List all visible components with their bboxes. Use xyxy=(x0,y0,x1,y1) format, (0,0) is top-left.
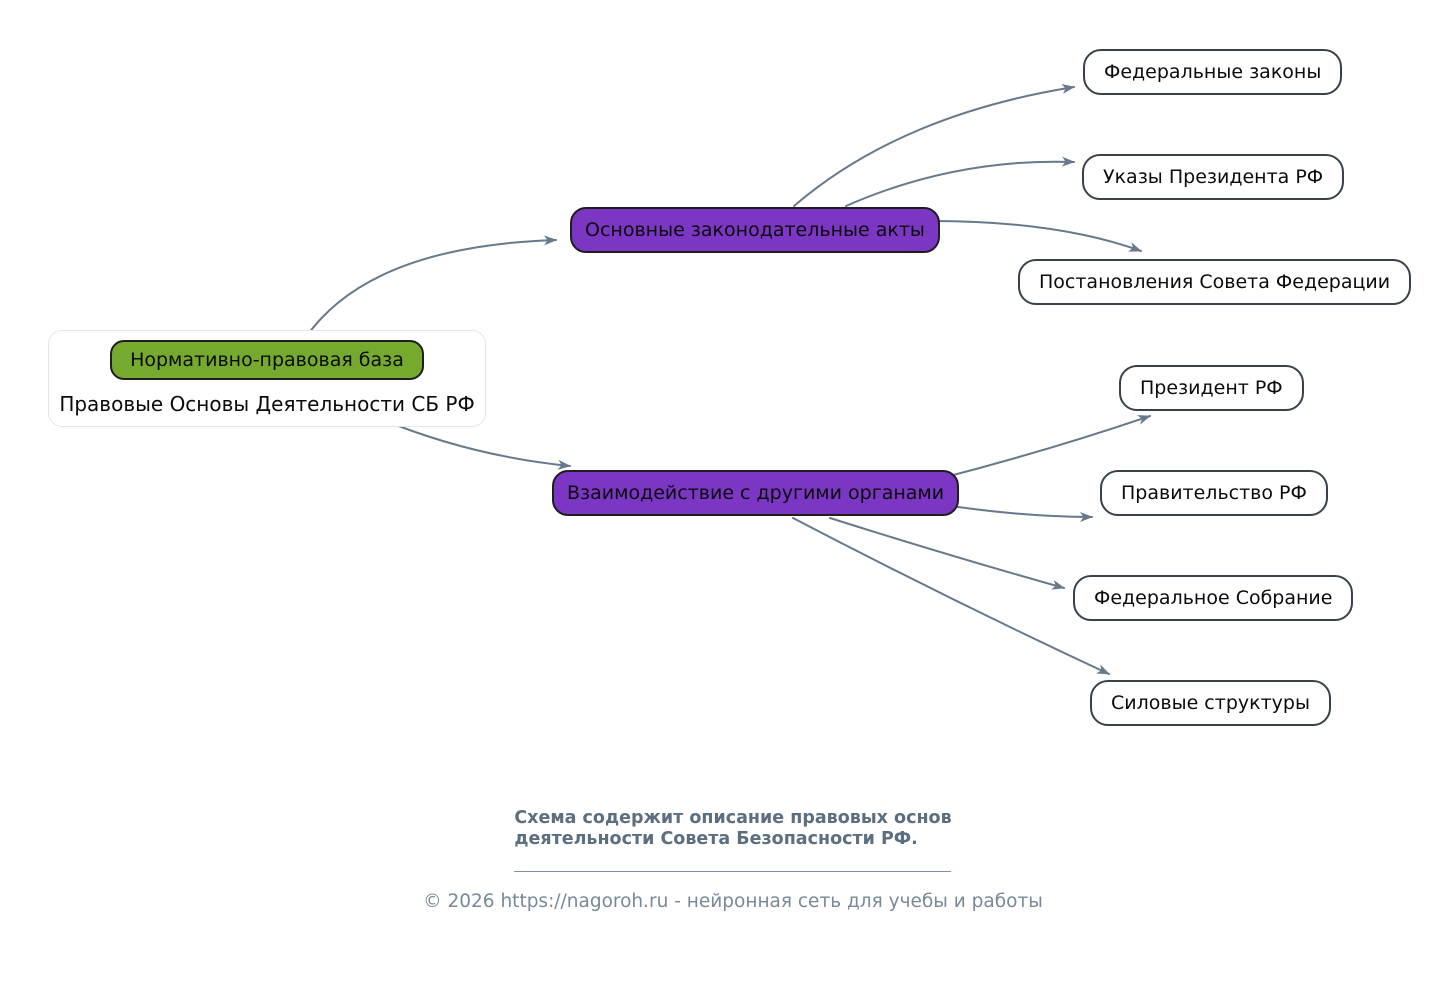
edge-branch2-to-leaf6 xyxy=(830,518,1064,588)
leaf-node-federal-laws[interactable]: Федеральные законы xyxy=(1083,49,1342,95)
branch-node-legislative-acts[interactable]: Основные законодательные акты xyxy=(570,207,940,253)
edge-branch2-to-leaf7 xyxy=(793,518,1109,674)
edge-branch1-to-leaf3 xyxy=(924,221,1141,251)
footer xyxy=(423,808,1043,912)
edge-branch2-to-leaf5 xyxy=(944,505,1092,517)
edge-branch1-to-leaf2 xyxy=(846,162,1074,206)
footer-note xyxy=(514,808,951,849)
leaf-node-federation-council-resolutions[interactable]: Постановления Совета Федерации xyxy=(1018,259,1411,305)
leaf-node-president-decrees[interactable]: Указы Президента РФ xyxy=(1082,154,1344,200)
edge-branch1-to-leaf1 xyxy=(794,87,1074,206)
root-subtitle: Правовые Основы Деятельности СБ РФ xyxy=(59,392,475,416)
edge-root-to-branch-1 xyxy=(306,240,556,337)
root-badge[interactable]: Нормативно-правовая база xyxy=(110,340,424,380)
footer-copyright: © 2026 https://nagoroh.ru - нейронная сеть для учебы и работы xyxy=(423,891,1043,913)
leaf-node-government-rf[interactable]: Правительство РФ xyxy=(1100,470,1328,516)
leaf-node-security-structures[interactable]: Силовые структуры xyxy=(1090,680,1331,726)
leaf-node-president-rf[interactable]: Президент РФ xyxy=(1119,365,1304,411)
footer-note-line2: деятельности Совета Безопасности РФ. xyxy=(514,828,918,849)
edge-branch2-to-leaf4 xyxy=(942,416,1150,478)
footer-divider xyxy=(514,871,951,872)
root-node[interactable] xyxy=(48,330,486,427)
footer-note-line1: Схема содержит описание правовых основ xyxy=(514,808,952,828)
branch-node-interaction[interactable]: Взаимодействие с другими органами xyxy=(552,470,959,516)
leaf-node-federal-assembly[interactable]: Федеральное Собрание xyxy=(1073,575,1353,621)
